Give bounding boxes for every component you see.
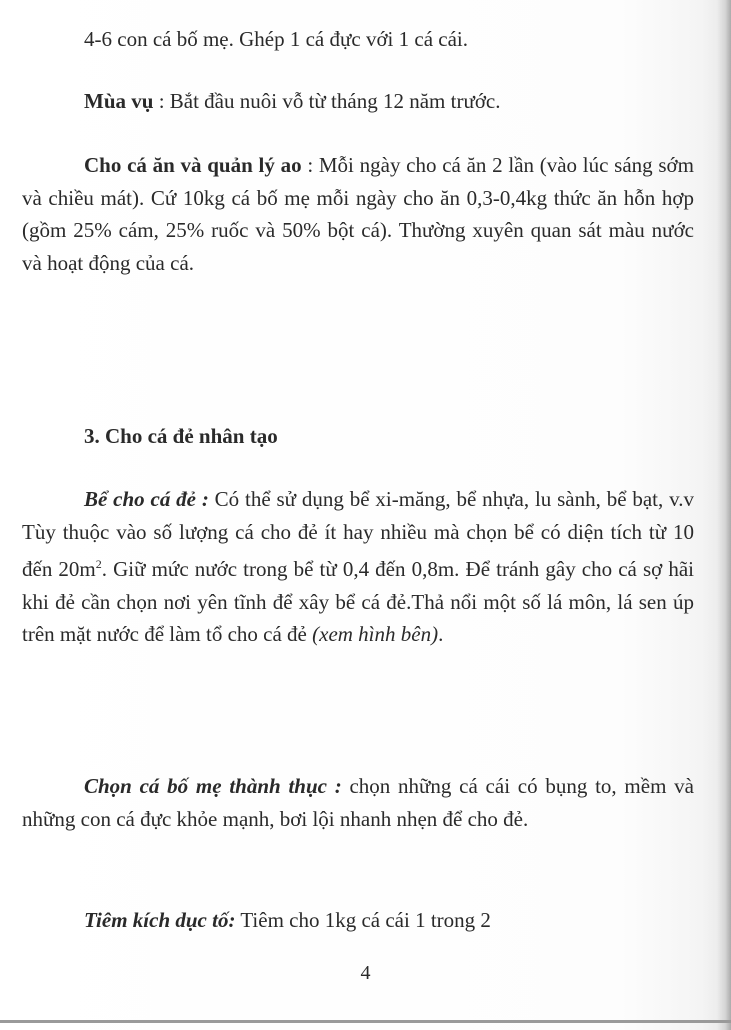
- paragraph-hormone-injection: [22, 904, 694, 937]
- paragraph-end: .: [438, 622, 444, 647]
- paragraph-text: : Bắt đầu nuôi vỗ từ tháng 12 năm trước.: [153, 89, 501, 113]
- paragraph-spawning-tank: [22, 483, 694, 651]
- paragraph-text: : Mỗi ngày cho cá ăn 2 lần (vào lúc sáng sớm và chiều mát). Cứ 10kg cá bố mẹ mỗi ngày cho ăn 0,3-0,4kg thức ăn hỗn hợp (gồm 25% cám, 25% ruốc và 50% bột cá). Thường xuyên quan sát màu nước và hoạt động của cá.: [22, 153, 694, 275]
- paragraph-broodstock: [22, 770, 694, 835]
- paragraph-fish-pairing: [22, 23, 694, 56]
- section-heading: 3. Cho cá đẻ nhân tạo: [84, 424, 278, 448]
- book-spine-shadow: [717, 0, 731, 1030]
- paragraph-feeding: [22, 149, 694, 279]
- paragraph-text: 4-6 con cá bố mẹ. Ghép 1 cá đực với 1 cá cái.: [84, 27, 468, 51]
- paragraph-lead: Bể cho cá đẻ :: [84, 487, 209, 511]
- paragraph-lead: Chọn cá bố mẹ thành thục :: [84, 774, 342, 798]
- paragraph-text: chọn những cá cái có bụng to, mềm và những con cá đực khỏe mạnh, bơi lội nhanh nhẹn để cho đẻ.: [22, 774, 694, 831]
- paragraph-lead: Tiêm kích dục tố:: [84, 908, 236, 932]
- paragraph-text-continued: . Giữ mức nước trong bể từ 0,4 đến 0,8m. Để tránh gây cho cá sợ hãi khi đẻ cần chọn nơi yên tĩnh để xây bể cá đẻ.Thả nổi một số lá môn, lá sen úp trên mặt nước để làm tổ cho cá đẻ: [22, 557, 694, 647]
- paragraph-text: Tiêm cho 1kg cá cái 1 trong 2: [235, 908, 491, 932]
- page-bottom-edge: [0, 1020, 731, 1023]
- figure-reference: (xem hình bên): [312, 622, 439, 647]
- page-number: 4: [360, 962, 371, 984]
- paragraph-lead: Cho cá ăn và quản lý ao: [84, 153, 302, 177]
- superscript: 2: [95, 557, 102, 572]
- paragraph-lead: Mùa vụ: [84, 89, 154, 113]
- paragraph-text: Có thể sử dụng bể xi-măng, bể nhựa, lu sành, bể bạt, v.v Tùy thuộc vào số lượng cá cho đẻ ít hay nhiều mà chọn bể có diện tích từ 10 đến 20m: [22, 487, 694, 582]
- paragraph-season: [22, 85, 694, 118]
